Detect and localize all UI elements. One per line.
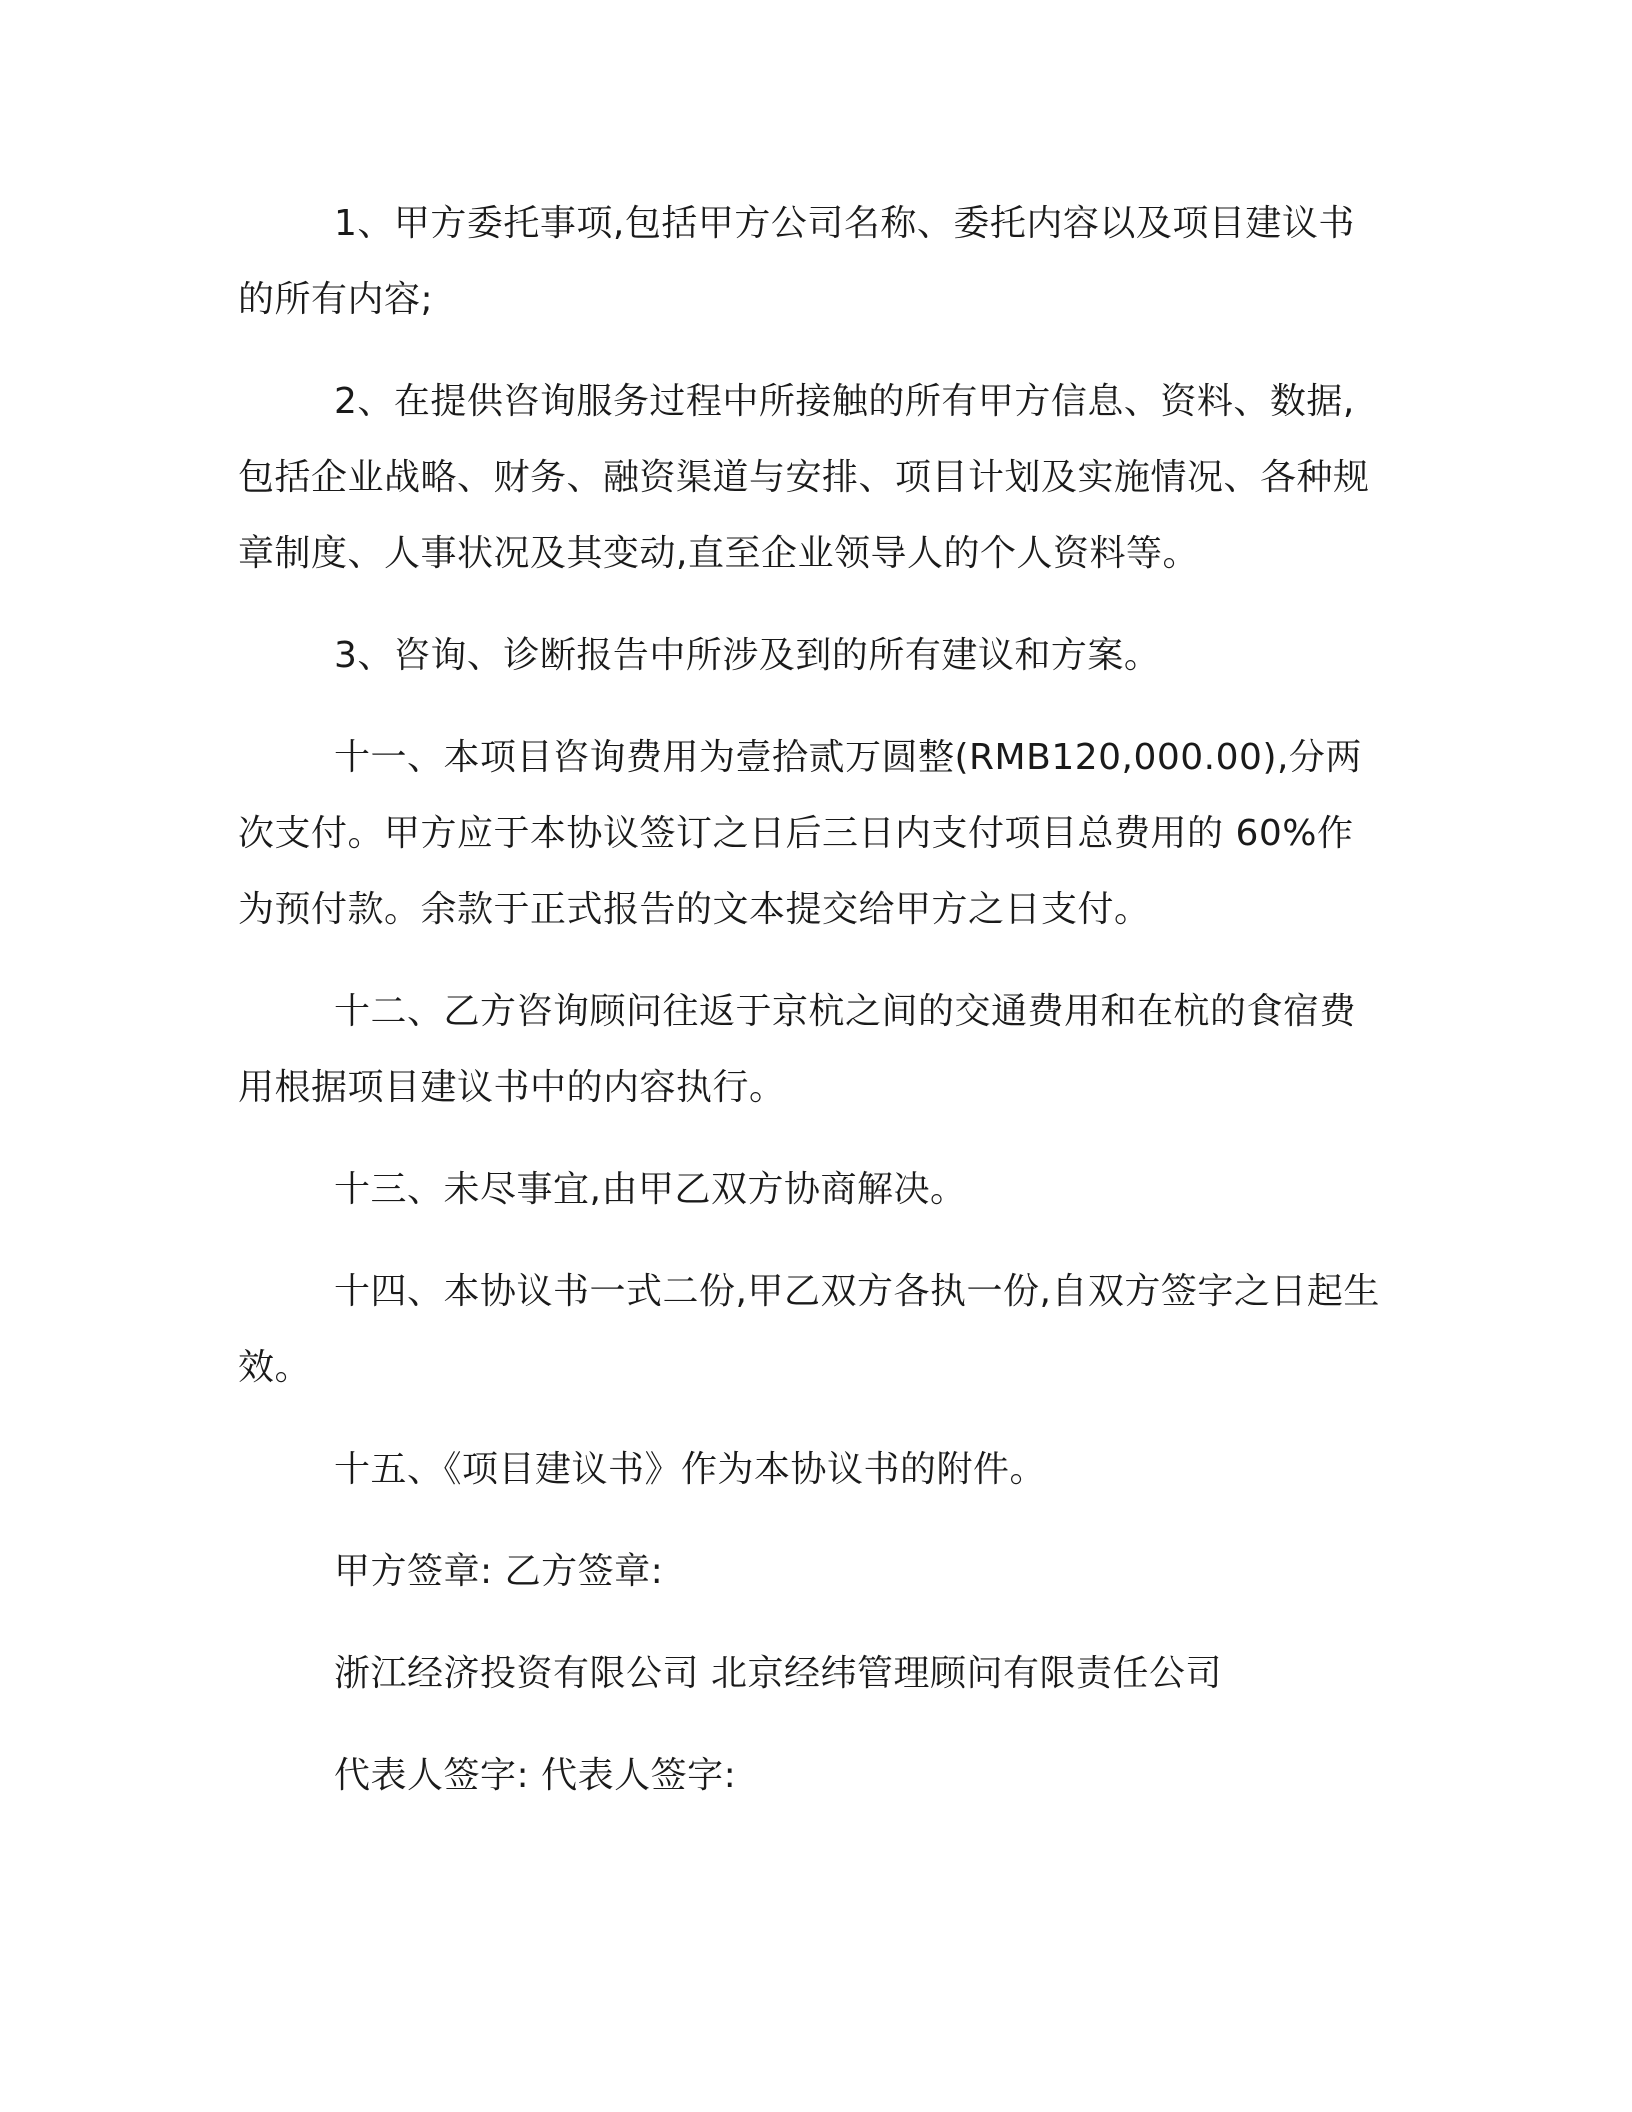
company-names-line: 浙江经济投资有限公司 北京经纬管理顾问有限责任公司 [334, 1653, 1222, 1694]
clause-14-copies: 十四、本协议书一式二份,甲乙双方各执一份,自双方签字之日起生效。 [238, 1271, 1380, 1388]
signature-seal-line: 甲方签章: 乙方签章: [334, 1551, 664, 1592]
document-body [238, 186, 1388, 1840]
clause-1: 1、甲方委托事项,包括甲方公司名称、委托内容以及项目建议书的所有内容; [238, 203, 1355, 320]
clause-15-attachment: 十五、《项目建议书》作为本协议书的附件。 [334, 1449, 1047, 1490]
clause-2: 2、在提供咨询服务过程中所接触的所有甲方信息、资料、数据,包括企业战略、财务、融资渠道与安排、项目计划及实施情况、各种规章制度、人事状况及其变动,直至企业领导人的个人资料等。 [238, 381, 1370, 574]
clause-11-fee: 十一、本项目咨询费用为壹拾贰万圆整(RMB120,000.00),分两次支付。甲方应于本协议签订之日后三日内支付项目总费用的 60%作为预付款。余款于正式报告的文本提交给甲方之日支付。 [238, 737, 1362, 930]
clause-12-travel: 十二、乙方咨询顾问往返于京杭之间的交通费用和在杭的食宿费用根据项目建议书中的内容执行。 [238, 991, 1357, 1108]
clause-13-matters: 十三、未尽事宜,由甲乙双方协商解决。 [334, 1169, 967, 1210]
representative-signature-line: 代表人签字: 代表人签字: [334, 1755, 737, 1796]
clause-3: 3、咨询、诊断报告中所涉及到的所有建议和方案。 [334, 635, 1161, 676]
